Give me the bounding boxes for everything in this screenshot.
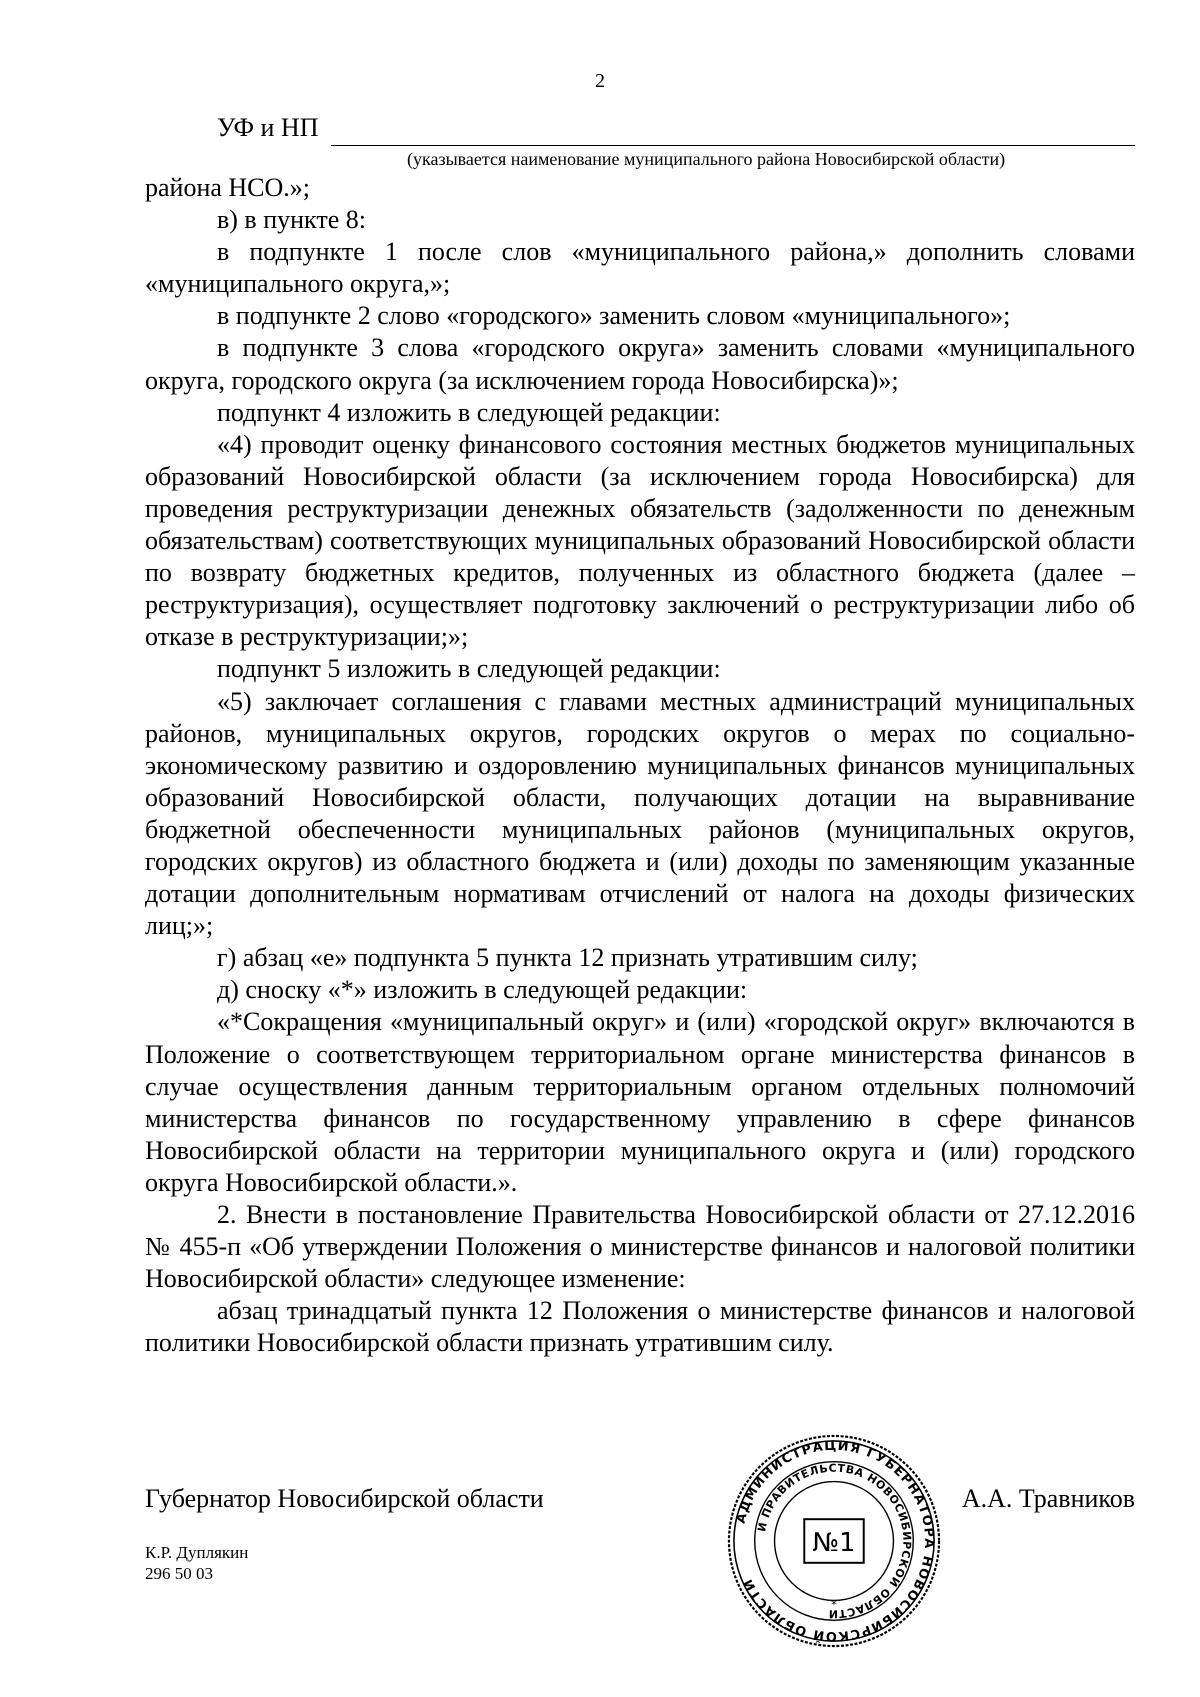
body-paragraph: «5) заключает соглашения с главами местных администраций муниципальных районов, муниципальных округов, городских округов о мерах по социально-экономическому развитию и оздоровлению муниципальных финансов муниципальных образований Новосибирской области, получающих дотации на выравнивание бюджетной обеспеченности муниципальных районов (муниципальных округов, городских округов) из областного бюджета и (или) доходы по заменяющим указанные дотации дополнительным нормативам отчислений от налога на доходы физических лиц;»; [145, 686, 1135, 941]
recipient-label: УФ и НП [217, 113, 319, 142]
recipient-note: (указывается наименование муниципального района Новосибирской области) [407, 149, 1006, 169]
signatory-title: Губернатор Новосибирской области [145, 1484, 544, 1513]
seal-number: №1 [812, 1527, 856, 1558]
recipient-blank-underline [331, 117, 1136, 146]
body-paragraph: в подпункте 2 слово «городского» заменить словом «муниципального»; [217, 301, 1011, 331]
body-paragraph: района НСО.»; [145, 173, 311, 202]
executor-phone: 296 50 03 [145, 1564, 213, 1583]
body-paragraph: «*Сокращения «муниципальный округ» и (или) «городской округ» включаются в Положение о соответствующем территориальном органе министерства финансов в случае осуществления данным территориальным органом отдельных полномочий министерства финансов по государственному управлению в сфере финансов Новосибирской области на территории муниципального округа и (или) городского округа Новосибирской области.». [145, 1007, 1135, 1197]
body-paragraph: подпункт 5 изложить в следующей редакции: [217, 654, 721, 684]
body-paragraph: «4) проводит оценку финансового состояния местных бюджетов муниципальных образований Новосибирской области (за исключением города Новосибирска) для проведения реструктуризации денежных обязательств (задолженности по денежным обязательствам) соответствующих муниципальных образований Новосибирской области по возврату бюджетных кредитов, полученных из областного бюджета (далее – реструктуризация), осуществляет подготовку заключений о реструктуризации либо об отказе в реструктуризации;»; [145, 429, 1135, 652]
signatory-name: А.А. Травников [961, 1484, 1135, 1513]
body-paragraph: г) абзац «е» подпункта 5 пункта 12 признать утратившим силу; [217, 943, 918, 973]
document-body [145, 172, 1135, 1359]
official-seal [725, 1432, 943, 1650]
recipient-line [145, 110, 1135, 146]
body-paragraph: д) сноску «*» изложить в следующей редакции: [217, 975, 748, 1005]
seal-star: * [831, 1597, 837, 1612]
body-paragraph: в подпункте 1 после слов «муниципального района,» дополнить словами «муниципального округа,»; [145, 237, 1135, 299]
body-paragraph: подпункт 4 изложить в следующей редакции: [217, 397, 721, 427]
executor-info [145, 1542, 248, 1584]
executor-name: К.Р. Дуплякин [145, 1543, 249, 1562]
page-number: 2 [595, 70, 605, 92]
body-paragraph: в) в пункте 8: [217, 205, 366, 235]
body-paragraph: абзац тринадцатый пункта 12 Положения о министерстве финансов и налоговой политики Новосибирской области признать утратившим силу. [145, 1296, 1135, 1358]
seal-inner-text: И ПРАВИТЕЛЬСТВА НОВОСИБИРСКОЙ ОБЛАСТИ [755, 1461, 914, 1621]
body-paragraph: 2. Внести в постановление Правительства Новосибирской области от 27.12.2016 № 455-п «Об утверждении Положения о министерстве финансов и налоговой политики Новосибирской области» следующее изменение: [145, 1200, 1135, 1294]
recipient-header [145, 110, 1135, 170]
seal-outer-text: АДМИНИСТРАЦИЯ ГУБЕРНАТОРА НОВОСИБИРСКОЙ ОБЛАСТИ [733, 1438, 937, 1644]
body-paragraph: в подпункте 3 слова «городского округа» заменить словами «муниципального округа, городского округа (за исключением города Новосибирска)»; [145, 333, 1135, 395]
